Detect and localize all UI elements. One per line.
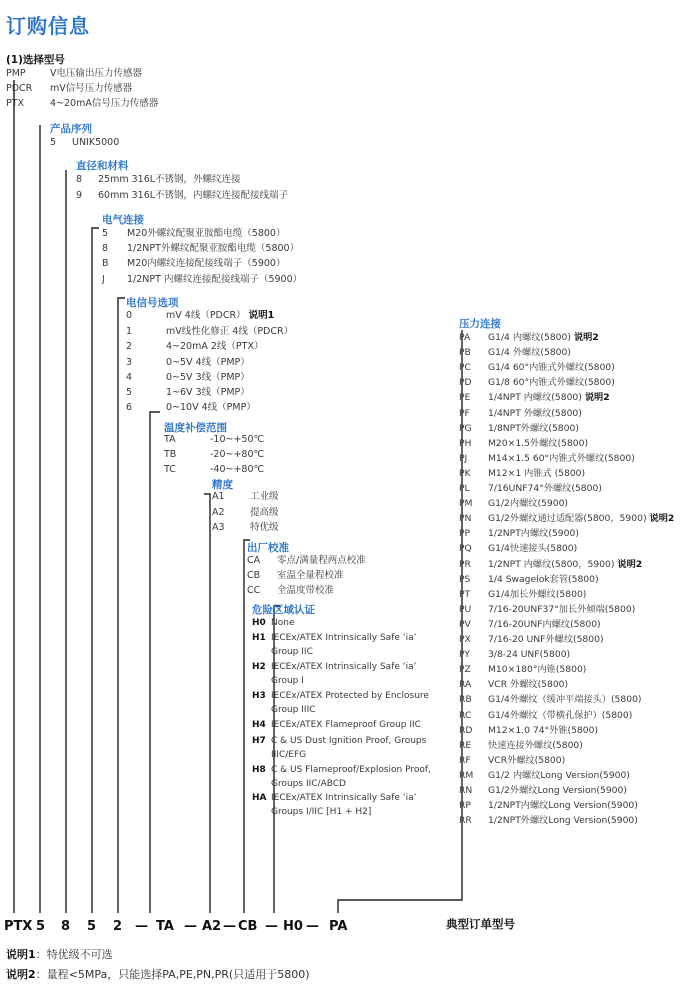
list-item: RB G1/4外螺纹（缓冲平端接头）(5800): [459, 694, 642, 706]
section-heading-signal: 电信号选项: [126, 297, 179, 309]
select-heading: (1)选择型号: [6, 54, 65, 66]
list-item: PN G1/2外螺纹通过适配器(5800，5900) 说明2: [459, 513, 675, 525]
model-separator: —: [184, 919, 197, 934]
model-separator: —: [223, 919, 236, 934]
list-item: RD M12×1.0 74°外锥(5800): [459, 724, 599, 736]
model-separator: —: [306, 919, 319, 934]
list-item: 0 mV 4线（PDCR） 说明1: [126, 310, 275, 321]
list-item: RR 1/2NPT外螺纹Long Version(5900): [459, 815, 638, 827]
model-code-part: PA: [329, 919, 348, 934]
model-code-part: 5: [87, 919, 97, 934]
list-item: RE 快速连接外螺纹(5800): [459, 739, 583, 751]
list-item: PL 7/16UNF74°外螺纹(5800): [459, 483, 602, 494]
list-item: 1 mV线性化修正 4线（PDCR）: [126, 326, 294, 337]
model-separator: —: [135, 919, 148, 934]
section-heading-pressure: 压力连接: [459, 318, 501, 330]
list-item: H3 IECEx/ATEX Protected by Enclosure Group IIIC: [252, 691, 429, 715]
line-electrical: [92, 228, 99, 913]
list-item: PT G1/4加长外螺纹(5800): [459, 588, 587, 600]
list-item: PP 1/2NPT内螺纹(5900): [459, 528, 579, 540]
model-code-part: A2: [202, 919, 222, 934]
list-item: RN G1/2外螺纹Long Version(5900): [459, 785, 627, 796]
list-item: H2 IECEx/ATEX Intrinsically Safe ‘ia’ Group I: [252, 662, 417, 686]
list-item: PR 1/2NPT 内螺纹(5800，5900) 说明2: [459, 558, 643, 570]
model-code-part: 8: [61, 919, 71, 934]
list-item: 4 0~5V 3线（PMP）: [126, 372, 250, 383]
section-heading-electrical: 电气连接: [102, 214, 144, 226]
list-item: PE 1/4NPT 内螺纹(5800) 说明2: [459, 392, 610, 404]
list-item: RA VCR 外螺纹(5800): [459, 679, 569, 691]
list-item: 5 UNIK5000: [50, 137, 120, 148]
list-item: CA 零点/满量程两点校准: [247, 555, 366, 566]
list-item: 5 1~6V 3线（PMP）: [126, 387, 250, 398]
list-item: PDCR mV信号压力传感器: [6, 83, 133, 94]
list-item: A2 提高级: [212, 507, 279, 518]
list-item: H7 C & US Dust Ignition Proof, Groups IIIC/EFG: [252, 736, 427, 760]
model-code-part: CB: [238, 919, 258, 934]
list-item: PC G1/4 60°内锥式外螺纹(5800): [459, 362, 615, 374]
list-item: B M20内螺纹连接配接线端子（5900）: [102, 258, 286, 269]
note-2: 说明2：量程<5MPa，只能选择PA,PE,PN,PR(只适用于5800): [6, 968, 310, 981]
list-item: TA -10~+50℃: [164, 434, 265, 445]
list-item: 9 60mm 316L不锈钢，内螺纹连接配接线端子: [76, 190, 289, 201]
model-caption: 典型订单型号: [446, 917, 515, 931]
list-item: 8 1/2NPT外螺纹配聚亚胺酯电缆（5800）: [102, 243, 300, 254]
list-item: RP 1/2NPT内螺纹Long Version(5900): [459, 800, 638, 812]
page-title: 订购信息: [6, 14, 90, 38]
section-heading-temperature: 温度补偿范围: [164, 422, 227, 434]
model-code-part: TA: [156, 919, 174, 934]
list-item: PK M12×1 内锥式 (5800): [459, 467, 586, 479]
list-item: PB G1/4 外螺纹(5800): [459, 347, 571, 359]
line-signal: [118, 298, 125, 913]
list-item: 2 4~20mA 2线（PTX）: [126, 341, 264, 352]
list-item: RC G1/4外螺纹（带横孔保护）(5800): [459, 709, 633, 721]
line-accuracy: [204, 494, 210, 913]
model-code-part: 2: [113, 919, 123, 934]
list-item: H1 IECEx/ATEX Intrinsically Safe ‘ia’ Group IIC: [252, 633, 417, 657]
list-item: TC -40~+80℃: [164, 464, 265, 475]
list-item: HA IECEx/ATEX Intrinsically Safe ‘ia’ Groups I/IIC [H1 + H2]: [252, 793, 417, 817]
list-item: 5 M20外螺纹配聚亚胺酯电缆（5800）: [102, 228, 286, 239]
list-item: PU 7/16-20UNF37°加长外倾端(5800): [459, 603, 636, 615]
list-item: CB 室温全量程校准: [247, 570, 344, 581]
list-item: H4 IECEx/ATEX Flameproof Group IIC: [252, 720, 421, 730]
model-code-part: 5: [36, 919, 46, 934]
list-item: PH M20×1.5外螺纹(5800): [459, 437, 589, 449]
list-item: PS 1/4 Swagelok套管(5800): [459, 573, 599, 585]
list-item: PG 1/8NPT外螺纹(5800): [459, 422, 579, 434]
note-1: 说明1：特优级不可选: [6, 948, 113, 961]
list-item: J 1/2NPT 内螺纹连接配接线端子（5900）: [102, 274, 303, 285]
list-item: PD G1/8 60°内锥式外螺纹(5800): [459, 377, 615, 389]
list-item: PF 1/4NPT 外螺纹(5800): [459, 407, 582, 419]
list-item: H0 None: [252, 618, 295, 628]
list-item: PV 7/16-20UNF内螺纹(5800): [459, 618, 601, 630]
list-item: RM G1/2 内螺纹Long Version(5900): [459, 769, 630, 781]
list-item: PJ M14×1.5 60°内锥式外螺纹(5800): [459, 452, 635, 464]
list-item: PMP V电压输出压力传感器: [6, 68, 142, 79]
list-item: RF VCR外螺纹(5800): [459, 754, 566, 766]
section-heading-hazardous: 危险区域认证: [252, 604, 315, 616]
list-item: CC 全温度带校准: [247, 585, 335, 596]
list-item: PX 7/16-20 UNF外螺纹(5800): [459, 634, 604, 645]
model-code-part: PTX: [4, 919, 33, 934]
list-item: PTX 4~20mA信号压力传感器: [6, 98, 159, 109]
line-temperature: [150, 412, 160, 913]
list-item: A1 工业级: [212, 491, 279, 502]
list-item: PY 3/8-24 UNF(5800): [459, 649, 571, 661]
list-item: A3 特优级: [212, 522, 279, 533]
list-item: PM G1/2内螺纹(5900): [459, 498, 569, 510]
section-heading-diameter: 直径和材料: [76, 160, 129, 172]
section-heading-calibration: 出厂校准: [247, 542, 289, 554]
list-item: PA G1/4 内螺纹(5800) 说明2: [459, 332, 599, 343]
list-item: H8 C & US Flameproof/Explosion Proof, Groups IIC/ABCD: [252, 765, 431, 789]
section-heading-series: 产品序列: [50, 123, 92, 135]
list-item: PQ G1/4快速接头(5800): [459, 543, 578, 555]
list-item: TB -20~+80℃: [164, 449, 265, 460]
list-item: 8 25mm 316L不锈钢，外螺纹连接: [76, 174, 241, 185]
list-item: PZ M10×180°内锥(5800): [459, 664, 587, 676]
list-item: 3 0~5V 4线（PMP）: [126, 357, 250, 368]
list-item: 6 0~10V 4线（PMP）: [126, 402, 256, 413]
model-separator: —: [265, 919, 278, 934]
section-heading-accuracy: 精度: [212, 479, 233, 491]
model-code-part: H0: [283, 919, 303, 934]
